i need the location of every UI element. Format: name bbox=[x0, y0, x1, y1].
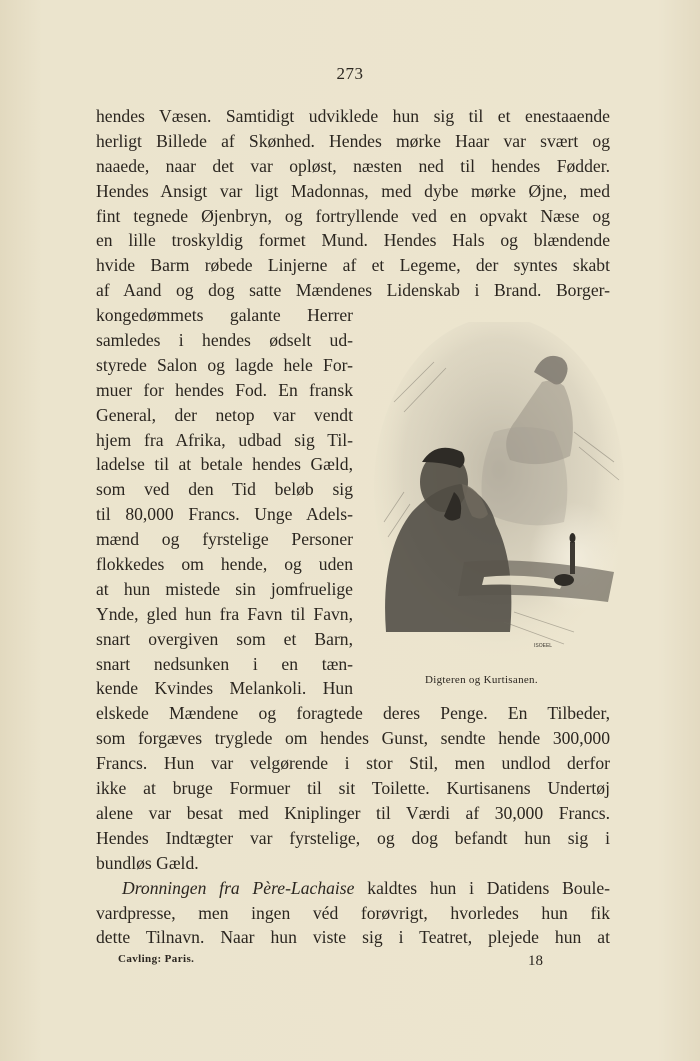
text-line: at hun mistede sin jomfruelige bbox=[96, 578, 353, 599]
text-line: til 80,000 Francs. Unge Adels- bbox=[96, 504, 353, 525]
text-line: som forgæves tryglede om hendes Gunst, sendte hende 300,000 bbox=[96, 728, 610, 749]
text-line: mænd og fyrstelige Personer bbox=[96, 529, 353, 550]
text-line: kende Kvindes Melankoli. Hun bbox=[96, 678, 353, 699]
text-span: kaldtes hun i Datidens Boule- bbox=[354, 877, 611, 898]
text-line: alene var besat med Kniplinger til Værdi af 30,000 Francs. bbox=[96, 802, 610, 823]
text-line: vardpresse, men ingen véd forøvrigt, hvorledes hun fik bbox=[96, 902, 610, 923]
illustration bbox=[374, 322, 624, 662]
text-line: elskede Mændene og foragtede deres Penge. En Tilbeder, bbox=[96, 703, 610, 724]
text-line: Ynde, gled hun fra Favn til Favn, bbox=[96, 603, 353, 624]
text-line: General, der netop var vendt bbox=[96, 404, 353, 425]
text-line: bundløs Gæld. bbox=[96, 852, 199, 873]
text-line: herligt Billede af Skønhed. Hendes mørke Haar var svært og bbox=[96, 130, 610, 151]
text-line: dette Tilnavn. Naar hun viste sig i Teatret, plejede hun at bbox=[96, 927, 610, 948]
text-line: naaede, naar det var opløst, næsten ned til hendes Fødder. bbox=[96, 155, 610, 176]
text-line: ladelse til at betale hendes Gæld, bbox=[96, 454, 353, 475]
illustration-signature: ISOEEL bbox=[534, 643, 553, 649]
text-line: en lille troskyldig formet Mund. Hendes Hals og blændende bbox=[96, 230, 610, 251]
text-line: Hendes Ansigt var ligt Madonnas, med dybe mørke Øjne, med bbox=[96, 180, 610, 201]
footer-sheet-number: 18 bbox=[528, 953, 543, 969]
text-line: fint tegnede Øjenbryn, og fortryllende ved en opvakt Næse og bbox=[96, 205, 610, 226]
page-number: 273 bbox=[336, 64, 364, 83]
figure-caption: Digteren og Kurtisanen. bbox=[425, 674, 538, 686]
text-line: af Aand og dog satte Mændenes Lidenskab i Brand. Borger- bbox=[96, 280, 610, 301]
text-line: hvide Barm røbede Linjerne af et Legeme, der syntes skabt bbox=[96, 255, 610, 276]
text-line: hendes Væsen. Samtidigt udviklede hun sig til et enestaaende bbox=[96, 106, 610, 126]
italic-title: Dronningen fra Père-Lachaise bbox=[122, 877, 355, 898]
illustration-drawing bbox=[374, 322, 624, 662]
footer-signature: Cavling: Paris. bbox=[118, 953, 195, 965]
paragraph-start bbox=[96, 876, 610, 901]
text-line: styrede Salon og lagde hele For- bbox=[96, 354, 353, 375]
text-line: kongedømmets galante Herrer bbox=[96, 305, 353, 326]
text-line: ikke at bruge Formuer til sit Toilette. Kurtisanens Undertøj bbox=[96, 778, 610, 799]
text-line: flokkedes om hende, og uden bbox=[96, 554, 353, 575]
text-line: snart nedsunken i en tæn- bbox=[96, 653, 353, 674]
text-line: hjem fra Afrika, udbad sig Til- bbox=[96, 429, 353, 450]
text-line: som ved den Tid beløb sig bbox=[96, 479, 353, 500]
text-line: snart overgiven som et Barn, bbox=[96, 628, 353, 649]
text-line: muer for hendes Fod. En fransk bbox=[96, 379, 353, 400]
text-line: Francs. Hun var velgørende i stor Stil, men undlod derfor bbox=[96, 753, 610, 774]
text-line: Hendes Indtægter var fyrstelige, og dog befandt hun sig i bbox=[96, 827, 610, 848]
text-line: samledes i hendes ødselt ud- bbox=[96, 330, 353, 351]
